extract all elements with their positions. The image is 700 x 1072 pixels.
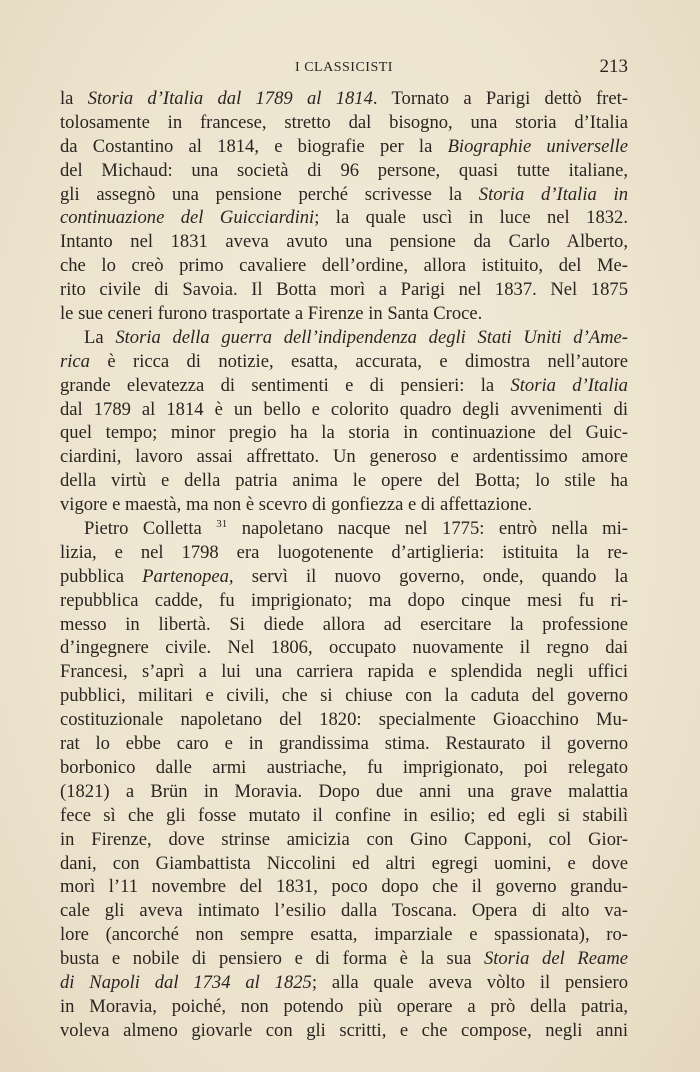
text-segment: rito civile di Savoia. Il Botta morì a Parigi nel 1837. Nel 1875 xyxy=(60,279,628,301)
text-segment: vigore e maestà, ma non è scevro di gonfiezza e di affettazione. xyxy=(60,494,533,516)
text-segment: ciardini, lavoro assai affrettato. Un generoso e ardentissimo amore xyxy=(60,446,628,468)
text-segment: grande elevatezza di sentimenti e di pensieri: la xyxy=(60,374,511,396)
italic-title: Storia del Reame xyxy=(483,948,628,970)
text-segment: rat lo ebbe caro e in grandissima stima. Restaurato il governo xyxy=(60,733,628,755)
text-segment: è ricca di notizie, esatta, accurata, e dimostra nell’autore xyxy=(89,350,628,372)
text-line xyxy=(60,374,628,398)
text-segment: del Michaud: una società di 96 persone, quasi tutte italiane, xyxy=(60,159,628,181)
text-segment: ; alla quale aveva vòlto il pensiero xyxy=(311,971,628,993)
text-line xyxy=(60,278,628,302)
text-line xyxy=(60,350,628,374)
text-segment: la xyxy=(60,88,88,109)
text-segment: servì il nuovo governo, onde, quando la xyxy=(233,565,628,587)
text-line xyxy=(60,995,628,1019)
text-line xyxy=(60,445,628,469)
italic-title: Storia della guerra dell’indipendenza degli Stati Uniti d’Ame- xyxy=(115,326,628,348)
text-segment: borbonico dalle armi austriache, fu imprigionato, poi relegato xyxy=(60,756,628,778)
text-segment: della virtù e della patria anima le opere del Botta; lo stile ha xyxy=(60,470,628,492)
italic-title: di Napoli dal 1734 al 1825 xyxy=(60,971,312,993)
text-segment: fece sì che gli fosse mutato il confine in esilio; ed egli si stabilì xyxy=(60,804,628,826)
text-line xyxy=(60,875,628,899)
text-segment: lizia, e nel 1798 era luogotenente d’artiglieria: istituita la re- xyxy=(60,541,628,563)
italic-title: continuazione del Guicciardini xyxy=(60,207,315,229)
text-segment: costituzionale napoletano del 1820: specialmente Gioacchino Mu- xyxy=(60,709,628,731)
italic-title: Partenopea, xyxy=(142,565,234,587)
text-segment: dal 1789 al 1814 è un bello e colorito quadro degli avvenimenti di xyxy=(60,398,628,420)
text-segment: da Costantino al 1814, e biografie per la xyxy=(60,135,448,157)
text-line xyxy=(60,613,628,637)
text-line xyxy=(60,804,628,828)
text-line xyxy=(60,493,628,517)
text-line xyxy=(60,708,628,732)
text-line xyxy=(60,421,628,445)
text-line xyxy=(60,947,628,971)
text-line xyxy=(60,469,628,493)
text-line xyxy=(60,660,628,684)
text-line xyxy=(60,302,628,326)
text-line xyxy=(60,111,628,135)
text-segment: repubblica cadde, fu imprigionato; ma dopo cinque mesi fu ri- xyxy=(60,589,628,611)
text-line xyxy=(60,684,628,708)
text-segment: tolosamente in francese, stretto dal bisogno, una storia d’Italia xyxy=(60,111,628,133)
text-line xyxy=(60,398,628,422)
text-segment: Francesi, s’aprì a lui una carriera rapida e splendida negli uffici xyxy=(60,661,628,683)
body-text xyxy=(60,87,628,1043)
text-segment: Pietro Colletta xyxy=(84,518,217,540)
page-header xyxy=(60,58,628,80)
text-segment: gli assegnò una pensione perché scrivesse la xyxy=(60,183,479,205)
text-line xyxy=(60,565,628,589)
footnote-ref: 31 xyxy=(216,518,228,531)
page-number: 213 xyxy=(599,56,628,77)
text-segment: . Tornato a Parigi dettò fret- xyxy=(372,88,628,109)
text-segment: busta e nobile di pensiero e di forma è la sua xyxy=(60,948,484,970)
text-line xyxy=(60,159,628,183)
text-line xyxy=(60,254,628,278)
text-line xyxy=(60,517,628,541)
text-line xyxy=(60,636,628,660)
text-segment: napoletano nacque nel 1775: entrò nella mi- xyxy=(227,518,628,540)
text-segment: La xyxy=(84,326,116,348)
text-line xyxy=(60,541,628,565)
text-segment: dani, con Giambattista Niccolini ed altri egregi uomini, e dove xyxy=(60,852,628,874)
text-segment: (1821) a Brün in Moravia. Dopo due anni una grave malattia xyxy=(60,780,628,802)
text-line xyxy=(60,852,628,876)
text-line xyxy=(60,135,628,159)
running-title: I CLASSICISTI xyxy=(295,60,393,75)
text-segment: cale gli aveva intimato l’esilio dalla Toscana. Opera di alto va- xyxy=(60,900,628,922)
text-segment: pubblici, militari e civili, che si chiuse con la caduta del governo xyxy=(60,685,628,707)
text-segment: che lo creò primo cavaliere dell’ordine, allora istituito, del Me- xyxy=(60,255,628,277)
text-line xyxy=(60,732,628,756)
text-line xyxy=(60,206,628,230)
text-segment: quel tempo; minor pregio ha la storia in continuazione del Guic- xyxy=(60,422,628,444)
text-segment: Intanto nel 1831 aveva avuto una pensione da Carlo Alberto, xyxy=(60,231,628,253)
text-segment: d’ingegnere civile. Nel 1806, occupato nuovamente il regno dai xyxy=(60,637,628,659)
text-segment: lore (ancorché non sempre esatta, imparziale e spassionata), ro- xyxy=(60,924,628,946)
text-line xyxy=(60,780,628,804)
text-segment: ; la quale uscì in luce nel 1832. xyxy=(314,207,628,229)
text-line xyxy=(60,589,628,613)
text-line xyxy=(60,971,628,995)
text-segment: in Moravia, poiché, non potendo più operare a prò della patria, xyxy=(60,995,628,1017)
text-segment: in Firenze, dove strinse amicizia con Gino Capponi, col Gior- xyxy=(60,828,628,850)
text-line xyxy=(60,828,628,852)
text-line xyxy=(60,183,628,207)
text-line xyxy=(60,326,628,350)
text-line xyxy=(60,87,628,111)
text-segment: pubblica xyxy=(60,565,143,587)
text-line xyxy=(60,899,628,923)
italic-title: Biographie universelle xyxy=(447,135,629,157)
text-line xyxy=(60,756,628,780)
italic-title: Storia d’Italia in xyxy=(478,183,628,205)
italic-title: Storia d’Italia dal 1789 al 1814 xyxy=(87,88,373,109)
text-line xyxy=(60,1019,628,1043)
italic-title: Storia d’Italia xyxy=(510,374,628,396)
text-line xyxy=(60,923,628,947)
text-segment: le sue ceneri furono trasportate a Firenze in Santa Croce. xyxy=(60,303,483,325)
italic-title: rica xyxy=(60,350,90,372)
text-line xyxy=(60,230,628,254)
text-segment: voleva almeno giovarle con gli scritti, e che compose, negli anni xyxy=(60,1019,628,1041)
text-segment: messo in libertà. Si diede allora ad esercitare la professione xyxy=(60,613,628,635)
text-segment: morì l’11 novembre del 1831, poco dopo che il governo grandu- xyxy=(60,876,628,898)
